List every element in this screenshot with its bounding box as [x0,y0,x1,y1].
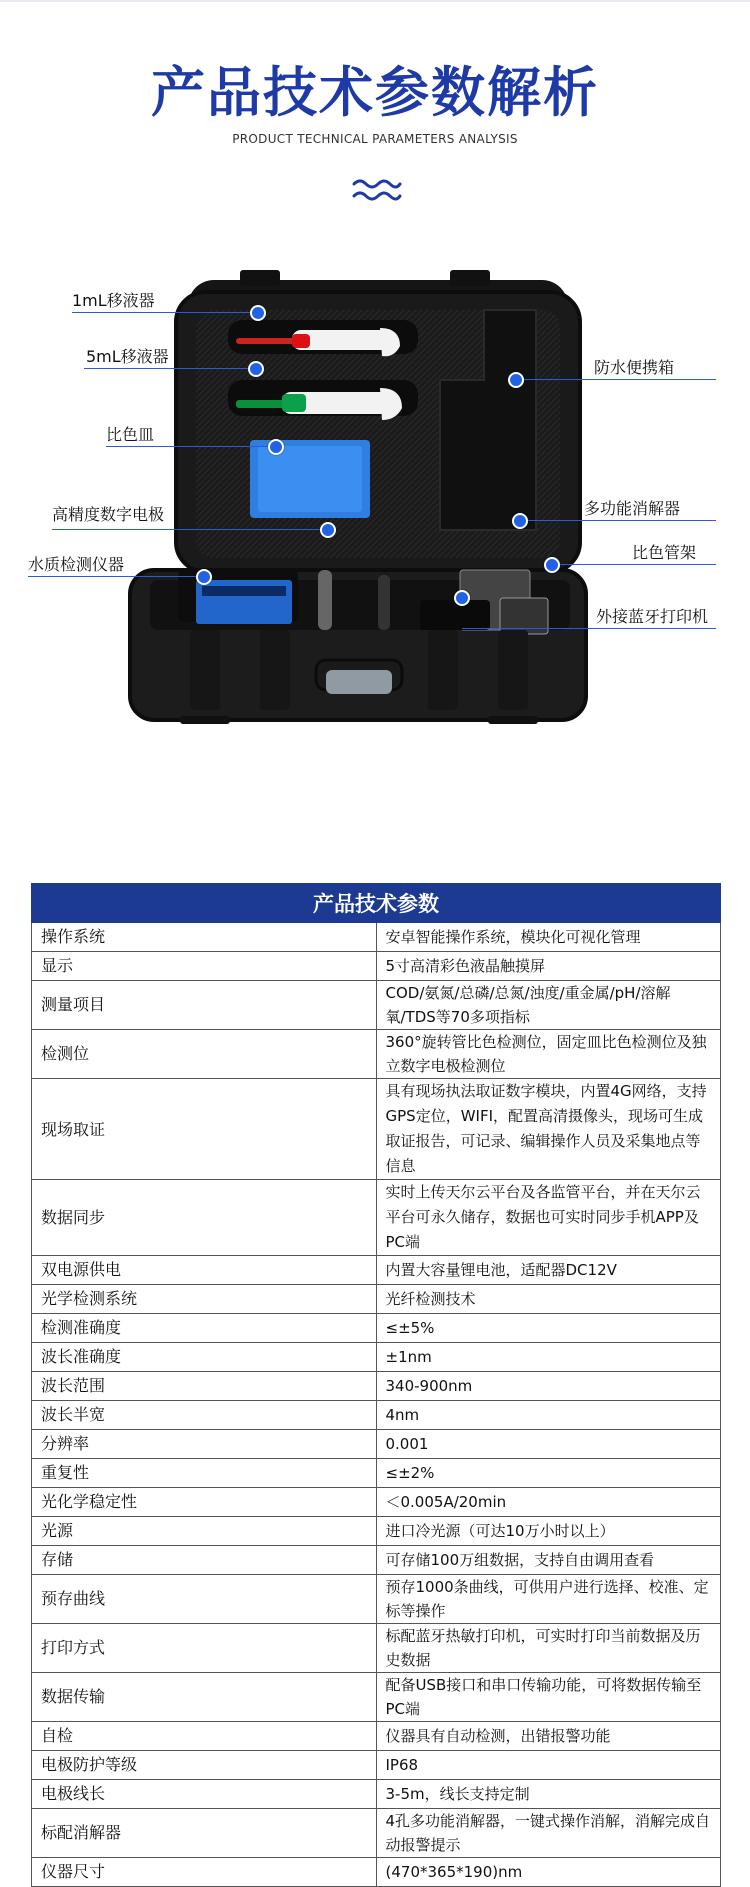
spec-key: 波长半宽 [32,1401,377,1430]
spec-key: 测量项目 [32,981,377,1030]
spec-key: 双电源供电 [32,1256,377,1285]
spec-key: 标配消解器 [32,1809,377,1858]
callout-label-water-quality-instrument: 水质检测仪器 [28,555,125,574]
spec-value: 0.001 [376,1430,721,1459]
spec-value: 4nm [376,1401,721,1430]
spec-value: ≤±2% [376,1459,721,1488]
callout-label-bluetooth-printer: 外接蓝牙打印机 [596,607,709,626]
callout-line [72,312,258,313]
spec-key: 波长准确度 [32,1343,377,1372]
table-row [32,1517,721,1546]
table-header-row [32,884,721,923]
table-row [32,1624,721,1673]
spec-value: ±1nm [376,1343,721,1372]
spec-key: 仪器尺寸 [32,1858,377,1887]
table-row [32,1256,721,1285]
spec-key: 数据传输 [32,1673,377,1722]
spec-value: 3-5m，线长支持定制 [376,1780,721,1809]
spec-key: 光学检测系统 [32,1285,377,1314]
table-row [32,923,721,952]
spec-value: ≤±5% [376,1314,721,1343]
spec-value: IP68 [376,1751,721,1780]
table-row [32,1488,721,1517]
table-row [32,1401,721,1430]
callout-line [106,446,276,447]
callout-label-cuvette: 比色皿 [106,425,155,444]
spec-value: 5寸高清彩色液晶触摸屏 [376,952,721,981]
table-row [32,1858,721,1887]
spec-key: 波长范围 [32,1372,377,1401]
spec-value: 360°旋转管比色检测位，固定皿比色检测位及独立数字电极检测位 [376,1030,721,1079]
table-row [32,981,721,1030]
spec-key: 现场取证 [32,1079,377,1180]
spec-key: 预存曲线 [32,1575,377,1624]
product-kit-image [0,270,750,830]
spec-key: 光源 [32,1517,377,1546]
spec-key: 电极线长 [32,1780,377,1809]
spec-key: 电极防护等级 [32,1751,377,1780]
spec-value: 光纤检测技术 [376,1285,721,1314]
table-row [32,1030,721,1079]
spec-key: 数据同步 [32,1180,377,1256]
callout-dot [268,439,284,455]
callout-line [52,529,326,530]
spec-key: 光化学稳定性 [32,1488,377,1517]
callout-dot [248,361,264,377]
callout-dot [454,590,470,606]
spec-key: 自检 [32,1722,377,1751]
table-row [32,1180,721,1256]
spec-value: 安卓智能操作系统，模块化可视化管理 [376,923,721,952]
spec-value: 进口冷光源（可达10万小时以上） [376,1517,721,1546]
spec-key: 分辨率 [32,1430,377,1459]
table-row [32,1780,721,1809]
spec-value: (470*365*190)nm [376,1858,721,1887]
spec-value: ＜0.005A/20min [376,1488,721,1517]
spec-key: 打印方式 [32,1624,377,1673]
table-row [32,1809,721,1858]
page-subtitle: PRODUCT TECHNICAL PARAMETERS ANALYSIS [232,132,518,146]
table-row [32,1314,721,1343]
table-row [32,1079,721,1180]
callout-line [462,628,716,629]
callout-line [28,576,204,577]
callout-line [552,564,716,565]
spec-value: 标配蓝牙热敏打印机，可实时打印当前数据及历史数据 [376,1624,721,1673]
callout-line [516,379,716,380]
page-title: 产品技术参数解析 [151,61,599,124]
table-row [32,1285,721,1314]
table-row [32,1372,721,1401]
callout-label-digital-electrode: 高精度数字电极 [52,505,165,524]
table-body [32,923,721,1887]
callout-line [520,520,716,521]
spec-value: 4孔多功能消解器，一键式操作消解，消解完成自动报警提示 [376,1809,721,1858]
spec-value: 340-900nm [376,1372,721,1401]
table-row [32,1751,721,1780]
table-row [32,1673,721,1722]
spec-value: 具有现场执法取证数字模块，内置4G网络，支持GPS定位，WIFI，配置高清摄像头，现场可生成取证报告，可记录、编辑操作人员及采集地点等信息 [376,1079,721,1180]
callout-dot [320,522,336,538]
table-row [32,1343,721,1372]
callout-dot [512,513,528,529]
spec-value: 内置大容量锂电池，适配器DC12V [376,1256,721,1285]
callout-label-tube-rack: 比色管架 [632,543,697,562]
table-row [32,1459,721,1488]
spec-table [31,883,721,1887]
callout-dot [196,569,212,585]
table-title: 产品技术参数 [32,884,721,923]
spec-key: 重复性 [32,1459,377,1488]
spec-key: 检测位 [32,1030,377,1079]
callout-dot [508,372,524,388]
table-row [32,1546,721,1575]
spec-value: 实时上传天尔云平台及各监管平台，并在天尔云平台可永久储存，数据也可实时同步手机APP及PC端 [376,1180,721,1256]
spec-value: 可存储100万组数据，支持自由调用查看 [376,1546,721,1575]
spec-key: 检测准确度 [32,1314,377,1343]
spec-key: 存储 [32,1546,377,1575]
table-row [32,952,721,981]
callout-label-waterproof-case: 防水便携箱 [594,358,675,377]
spec-key: 操作系统 [32,923,377,952]
callout-label-5ml-pipette: 5mL移液器 [86,347,169,366]
callout-dot [250,305,266,321]
spec-key: 显示 [32,952,377,981]
spec-value: 预存1000条曲线，可供用户进行选择、校准、定标等操作 [376,1575,721,1624]
callout-line [84,368,256,369]
wave-decoration-icon [352,176,402,206]
callout-label-1ml-pipette: 1mL移液器 [72,291,155,310]
table-row [32,1722,721,1751]
top-divider [0,0,750,2]
spec-value: 配备USB接口和串口传输功能，可将数据传输至PC端 [376,1673,721,1722]
table-row [32,1575,721,1624]
callout-label-digester: 多功能消解器 [584,499,681,518]
spec-value: COD/氨氮/总磷/总氮/浊度/重金属/pH/溶解氧/TDS等70多项指标 [376,981,721,1030]
table-row [32,1430,721,1459]
spec-value: 仪器具有自动检测，出错报警功能 [376,1722,721,1751]
callout-dot [544,557,560,573]
